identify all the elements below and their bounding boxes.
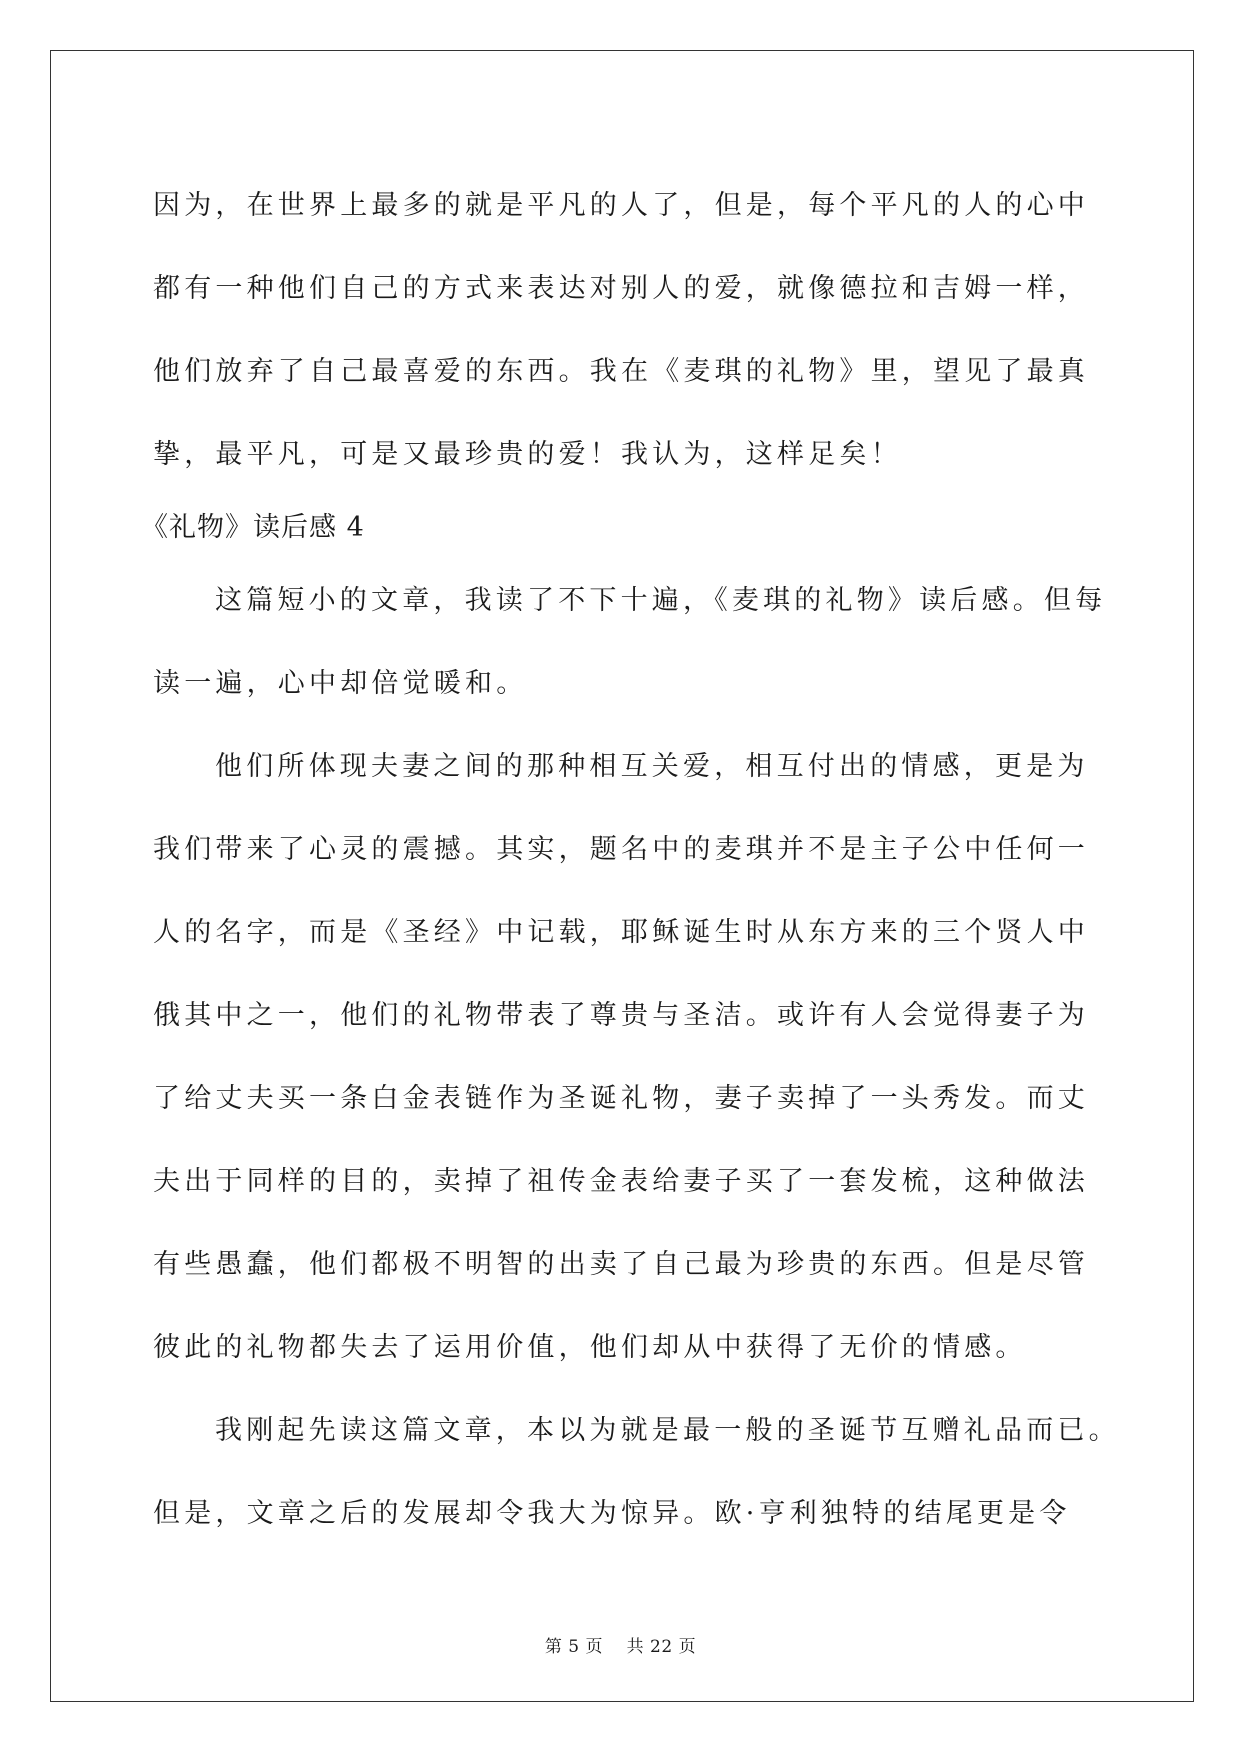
text-line: 我们带来了心灵的震撼。其实，题名中的麦琪并不是主子公中任何一	[153, 834, 1089, 865]
text-line: 因为，在世界上最多的就是平凡的人了，但是，每个平凡的人的心中	[153, 190, 1089, 221]
text-line: 人的名字，而是《圣经》中记载，耶稣诞生时从东方来的三个贤人中	[153, 917, 1089, 948]
text-line: 彼此的礼物都失去了运用价值，他们却从中获得了无价的情感。	[153, 1332, 1027, 1363]
text-line: 挚，最平凡，可是又最珍贵的爱！我认为，这样足矣！	[153, 439, 902, 470]
text-line: 有些愚蠢，他们都极不明智的出卖了自己最为珍贵的东西。但是尽管	[153, 1249, 1089, 1280]
text-line: 他们放弃了自己最喜爱的东西。我在《麦琪的礼物》里，望见了最真	[153, 356, 1089, 387]
text-line: 这篇短小的文章，我读了不下十遍，《麦琪的礼物》读后感。但每	[215, 585, 1107, 616]
page-number-footer: 第 5 页 共 22 页	[544, 1637, 697, 1657]
text-line: 夫出于同样的目的，卖掉了祖传金表给妻子买了一套发梳，这种做法	[153, 1166, 1089, 1197]
text-line: 但是，文章之后的发展却令我大为惊异。欧·亨利独特的结尾更是令	[153, 1498, 1071, 1529]
document-body	[141, 164, 1120, 1555]
text-line: 我刚起先读这篇文章，本以为就是最一般的圣诞节互赠礼品而已。	[215, 1415, 1120, 1446]
text-line: 他们所体现夫妻之间的那种相互关爱，相互付出的情感，更是为	[215, 751, 1089, 782]
section-heading: 《礼物》读后感 4	[141, 512, 365, 543]
text-line: 读一遍，心中却倍觉暖和。	[153, 668, 528, 699]
text-line: 俄其中之一，他们的礼物带表了尊贵与圣洁。或许有人会觉得妻子为	[153, 1000, 1089, 1031]
text-line: 了给丈夫买一条白金表链作为圣诞礼物，妻子卖掉了一头秀发。而丈	[153, 1083, 1089, 1114]
text-line: 都有一种他们自己的方式来表达对别人的爱，就像德拉和吉姆一样，	[153, 273, 1089, 304]
